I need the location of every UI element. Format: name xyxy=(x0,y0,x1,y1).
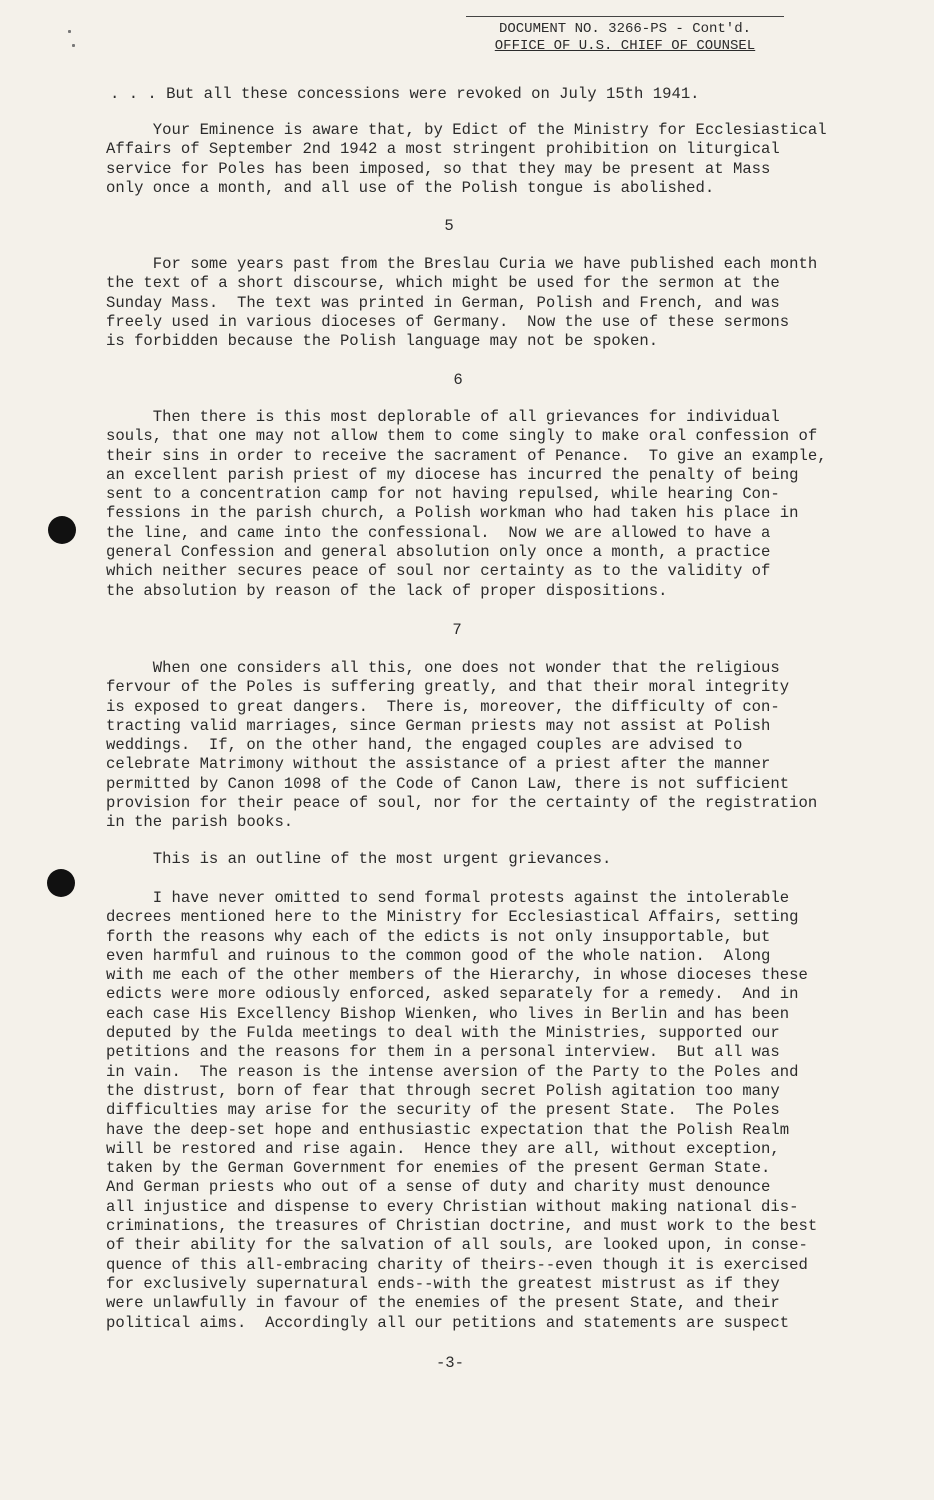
punch-hole xyxy=(48,516,76,544)
document-header xyxy=(466,16,784,55)
paragraph-marriages: When one considers all this, one does not wonder that the religious fervour of the Poles is suffering greatly, and that their moral integrity is exposed to great dangers. There is, moreover, the difficulty of con- tracting valid marriages, since German priests may not assist at Polish weddings. If, on the other hand, the engaged couples are advised to celebrate Matrimony without the assistance of a priest after the manner permitted by Canon 1098 of the Code of Canon Law, there is not sufficient provision for their peace of soul, nor for the certainty of the registration in the parish books. xyxy=(106,659,818,832)
paragraph-edict: Your Eminence is aware that, by Edict of the Ministry for Ecclesiastical Affairs of September 2nd 1942 a most stringent prohibition on liturgical service for Poles has been imposed, so that they may be present at Mass only once a month, and all use of the Polish tongue is abolished. xyxy=(106,121,827,197)
margin-speck xyxy=(72,44,75,47)
paragraph-revoked: . . . But all these concessions were revoked on July 15th 1941. xyxy=(110,85,700,103)
section-number-6: 6 xyxy=(453,371,463,389)
section-number-5: 5 xyxy=(444,217,454,235)
paragraph-confession: Then there is this most deplorable of all grievances for individual souls, that one may not allow them to come singly to make oral confession of their sins in order to receive the sacrament of Penance. To give an example, an excellent parish priest of my diocese has incurred the penalty of being sent to a concentration camp for not having repulsed, while hearing Con- fessions in the parish church, a Polish workman who had taken his place in the line, and came into the confessional. Now we are allowed to have a general Confession and general absolution only once a month, a practice which neither secures peace of soul nor certainty as to the validity of the absolution by reason of the lack of proper dispositions. xyxy=(106,408,827,600)
punch-hole xyxy=(47,869,75,897)
paragraph-protests: I have never omitted to send formal protests against the intolerable decrees mentioned here to the Ministry for Ecclesiastical Affairs, setting forth the reasons why each of the edicts is not only insupportable, but even harmful and ruinous to the common good of the whole nation. Along with me each of the other members of the Hierarchy, in whose dioceses these edicts were more odiously enforced, asked separately for a remedy. And in each case His Excellency Bishop Wienken, who lives in Berlin and has been deputed by the Fulda meetings to deal with the Ministries, supported our petitions and the reasons for them in a personal interview. But all was in vain. The reason is the intense aversion of the Party to the Poles and the distrust, born of fear that through secret Polish agitation too many difficulties may arise for the security of the present State. The Poles have the deep-set hope and enthusiastic expectation that the Polish Realm will be restored and rise again. Hence they are all, without exception, taken by the German Government for enemies of the present German State. And German priests who out of a sense of duty and charity must denounce all injustice and dispense to every Christian without making national dis- criminations, the treasures of Christian doctrine, and must work to the best of their ability for the salvation of all souls, are looked upon, in conse- quence of this all-embracing charity of theirs--even though it is exercised for exclusively supernatural ends--with the greatest mistrust as if they were unlawfully in favour of the enemies of the present State, and their political aims. Accordingly all our petitions and statements are suspect xyxy=(106,889,818,1332)
paragraph-sermons: For some years past from the Breslau Curia we have published each month the text of a short discourse, which might be used for the sermon at the Sunday Mass. The text was printed in German, Polish and French, and was freely used in various dioceses of Germany. Now the use of these sermons is forbidden because the Polish language may not be spoken. xyxy=(106,255,818,351)
office-line: OFFICE OF U.S. CHIEF OF COUNSEL xyxy=(494,38,756,54)
document-number: DOCUMENT NO. 3266-PS - Cont'd. xyxy=(498,21,752,37)
section-number-7: 7 xyxy=(452,621,462,639)
page-number: -3- xyxy=(435,1354,465,1372)
margin-speck xyxy=(68,30,71,33)
paragraph-outline: This is an outline of the most urgent grievances. xyxy=(106,850,612,868)
